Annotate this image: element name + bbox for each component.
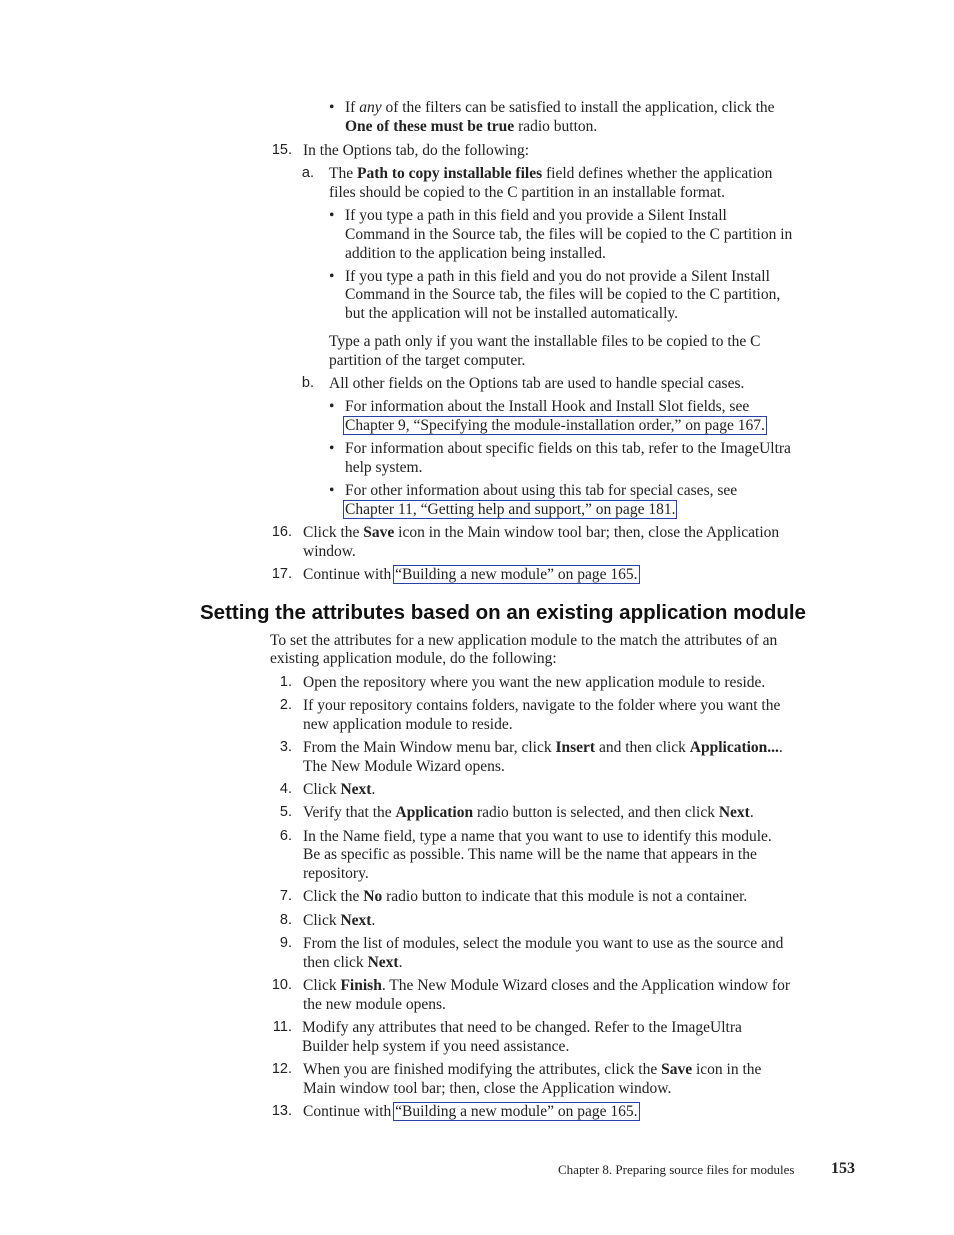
building-module-link[interactable]: “Building a new module” on page 165. (395, 566, 638, 583)
bullet: • (329, 398, 335, 415)
chapter-11-link[interactable]: Chapter 11, “Getting help and support,” on page 181. (345, 501, 676, 518)
substep-label: a. (301, 165, 314, 181)
step-number: 3. (279, 739, 292, 755)
step-text: Click Next. (303, 781, 376, 798)
step-text: Continue with “Building a new module” on page 165. (303, 566, 638, 583)
step-number: 1. (279, 674, 292, 690)
step-text: then click Next. (303, 954, 403, 971)
step-number: 7. (279, 888, 292, 904)
building-module-link[interactable]: “Building a new module” on page 165. (395, 1103, 638, 1120)
step-number: 4. (279, 781, 292, 797)
step-text: Open the repository where you want the new application module to reside. (303, 674, 766, 691)
bullet: • (329, 268, 335, 285)
step-text: From the list of modules, select the module you want to use as the source and (303, 935, 784, 952)
step-text: Click Finish. The New Module Wizard closes and the Application window for (303, 977, 790, 994)
step-text: Main window tool bar; then, close the Application window. (303, 1080, 672, 1097)
step-number: 12. (271, 1061, 292, 1077)
step-text: When you are finished modifying the attributes, click the Save icon in the (303, 1061, 762, 1078)
step-text: If your repository contains folders, navigate to the folder where you want the (303, 697, 781, 714)
step-text: the new module opens. (303, 996, 446, 1013)
paragraph-line: For information about the Install Hook and Install Slot fields, see (345, 398, 750, 415)
bullet: • (329, 99, 335, 116)
step-number: 15. (271, 142, 292, 158)
step-number: 13. (271, 1103, 292, 1119)
paragraph-line: One of these must be true radio button. (345, 118, 598, 135)
paragraph-line: If any of the filters can be satisfied to install the application, click the (345, 99, 775, 116)
step-text: Verify that the Application radio button is selected, and then click Next. (303, 804, 754, 821)
chapter-9-link[interactable]: Chapter 9, “Specifying the module-installation order,” on page 167. (345, 417, 765, 434)
paragraph-line: existing application module, do the following: (270, 650, 557, 667)
step-text: Click the No radio button to indicate that this module is not a container. (303, 888, 748, 905)
paragraph-line: For information about specific fields on this tab, refer to the ImageUltra (345, 440, 791, 457)
paragraph-line: addition to the application being installed. (345, 245, 606, 262)
step-number: 5. (279, 804, 292, 820)
step-text: In the Options tab, do the following: (303, 142, 530, 159)
page-number: 153 (831, 1160, 855, 1177)
step-number: 10. (271, 977, 292, 993)
paragraph-line: If you type a path in this field and you provide a Silent Install (345, 207, 727, 224)
step-text: The New Module Wizard opens. (303, 758, 505, 775)
paragraph-line (345, 416, 767, 435)
step-text: Continue with “Building a new module” on page 165. (303, 1103, 638, 1120)
footer-chapter-title: Chapter 8. Preparing source files for modules (558, 1162, 795, 1177)
paragraph-line: Command in the Source tab, the files will be copied to the C partition in (345, 226, 793, 243)
step-number: 8. (279, 912, 292, 928)
paragraph-line: For other information about using this tab for special cases, see (345, 482, 738, 499)
paragraph-line: Type a path only if you want the installable files to be copied to the C (329, 333, 761, 350)
step-text: Click Next. (303, 912, 376, 929)
step-number: 6. (279, 828, 292, 844)
paragraph-line: All other fields on the Options tab are used to handle special cases. (329, 375, 745, 392)
paragraph-line: Command in the Source tab, the files will be copied to the C partition, (345, 286, 781, 303)
step-text: new application module to reside. (303, 716, 513, 733)
paragraph-line: To set the attributes for a new application module to the match the attributes of an (270, 632, 778, 649)
step-text: Click the Save icon in the Main window tool bar; then, close the Application (303, 524, 780, 541)
step-text: From the Main Window menu bar, click Insert and then click Application.... (303, 739, 783, 756)
paragraph-line: files should be copied to the C partition in an installable format. (329, 184, 726, 201)
paragraph-line: partition of the target computer. (329, 352, 526, 369)
paragraph-line: The Path to copy installable files field defines whether the application (329, 165, 773, 182)
step-number: 11. (272, 1019, 292, 1035)
bullet: • (329, 482, 335, 499)
step-text: Be as specific as possible. This name will be the name that appears in the (303, 846, 757, 863)
step-text: Modify any attributes that need to be changed. Refer to the ImageUltra (302, 1019, 742, 1036)
section-heading: Setting the attributes based on an existing application module (200, 601, 806, 624)
bullet: • (329, 207, 335, 224)
paragraph-line (345, 500, 677, 519)
bullet: • (329, 440, 335, 457)
step-text: window. (303, 543, 356, 560)
step-text: Builder help system if you need assistance. (302, 1038, 570, 1055)
step-number: 2. (279, 697, 292, 713)
step-number: 17. (271, 566, 292, 582)
paragraph-line: but the application will not be installed automatically. (345, 305, 679, 322)
paragraph-line: If you type a path in this field and you do not provide a Silent Install (345, 268, 770, 285)
step-number: 16. (271, 524, 292, 540)
step-number: 9. (279, 935, 292, 951)
paragraph-line: help system. (345, 459, 423, 476)
step-text: In the Name field, type a name that you want to use to identify this module. (303, 828, 772, 845)
step-text: repository. (303, 865, 369, 882)
substep-label: b. (301, 375, 314, 391)
